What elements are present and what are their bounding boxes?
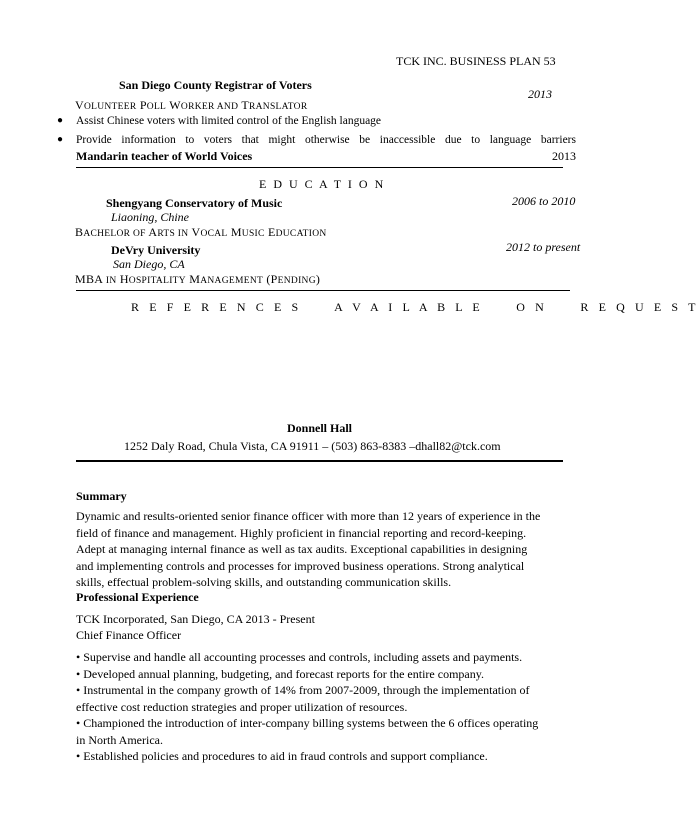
education-heading: E D U C A T I O N <box>259 177 386 191</box>
summary-line: and implementing controls and processes for improved business operations. Strong analytical <box>76 558 525 573</box>
job-bullet: Assist Chinese voters with limited control of the English language <box>76 115 382 127</box>
resume-contact: 1252 Daly Road, Chula Vista, CA 91911 – (503) 863-8383 –dhall82@tck.com <box>124 439 501 453</box>
job-bullet: Provide information to voters that might otherwise be inaccessible due to language barriers <box>76 134 576 146</box>
school-name: Shengyang Conservatory of Music <box>106 196 283 210</box>
company-line: TCK Incorporated, San Diego, CA 2013 - Present <box>76 612 315 626</box>
experience-list <box>76 649 538 765</box>
experience-line: • Championed the introduction of inter-company billing systems between the 6 offices operating <box>76 716 539 730</box>
job-year-2: 2013 <box>552 149 576 163</box>
school-location: San Diego, CA <box>113 257 185 271</box>
experience-line: • Established policies and procedures to aid in fraud controls and support compliance. <box>76 749 488 763</box>
divider <box>76 167 563 168</box>
job-title: VOLUNTEER POLL WORKER AND TRANSLATOR <box>75 98 308 112</box>
experience-line: effective cost reduction strategies and proper utilization of resources. <box>76 699 408 714</box>
experience-line: • Supervise and handle all accounting processes and controls, including assets and payments. <box>76 650 523 664</box>
divider <box>76 290 570 291</box>
summary-text <box>76 508 540 591</box>
experience-line: • Instrumental in the company growth of 14% from 2007-2009, through the implementation of <box>76 683 530 697</box>
page-header: TCK INC. BUSINESS PLAN 53 <box>396 54 556 68</box>
experience-heading: Professional Experience <box>76 590 199 604</box>
school-degree: BACHELOR OF ARTS IN VOCAL MUSIC EDUCATION <box>75 225 327 239</box>
school-location: Liaoning, Chine <box>111 210 190 224</box>
references-note: R E F E R E N C E S A V A I L A B L E O N R E Q U E S T <box>131 300 699 314</box>
school-dates: 2012 to present <box>506 240 581 254</box>
job-organization: San Diego County Registrar of Voters <box>119 78 312 92</box>
bullet-icon: ● <box>57 115 64 126</box>
experience-line: • Developed annual planning, budgeting, and forecast reports for the entire company. <box>76 666 484 681</box>
divider <box>76 460 563 462</box>
bullet-icon: ● <box>57 134 64 145</box>
summary-line: skills, effectual problem-solving skills, and outstanding communication skills. <box>76 575 452 589</box>
job-year: 2013 <box>528 87 552 101</box>
school-degree: MBA IN HOSPITALITY MANAGEMENT (PENDING) <box>75 272 321 286</box>
school-name: DeVry University <box>111 243 201 257</box>
position-title: Chief Finance Officer <box>76 628 182 642</box>
experience-line: in North America. <box>76 732 163 747</box>
summary-line: field of finance and management. Highly proficient in financial reporting and record-keeping. <box>76 525 527 540</box>
summary-line: Adept at managing internal finance as well as tax audits. Exceptional capabilities in designing <box>76 542 528 556</box>
job-title-2: Mandarin teacher of World Voices <box>76 149 253 163</box>
summary-heading: Summary <box>76 489 127 503</box>
summary-line: Dynamic and results-oriented senior finance officer with more than 12 years of experience in the <box>76 509 541 523</box>
resume-name: Donnell Hall <box>287 421 353 435</box>
school-dates: 2006 to 2010 <box>512 194 576 208</box>
